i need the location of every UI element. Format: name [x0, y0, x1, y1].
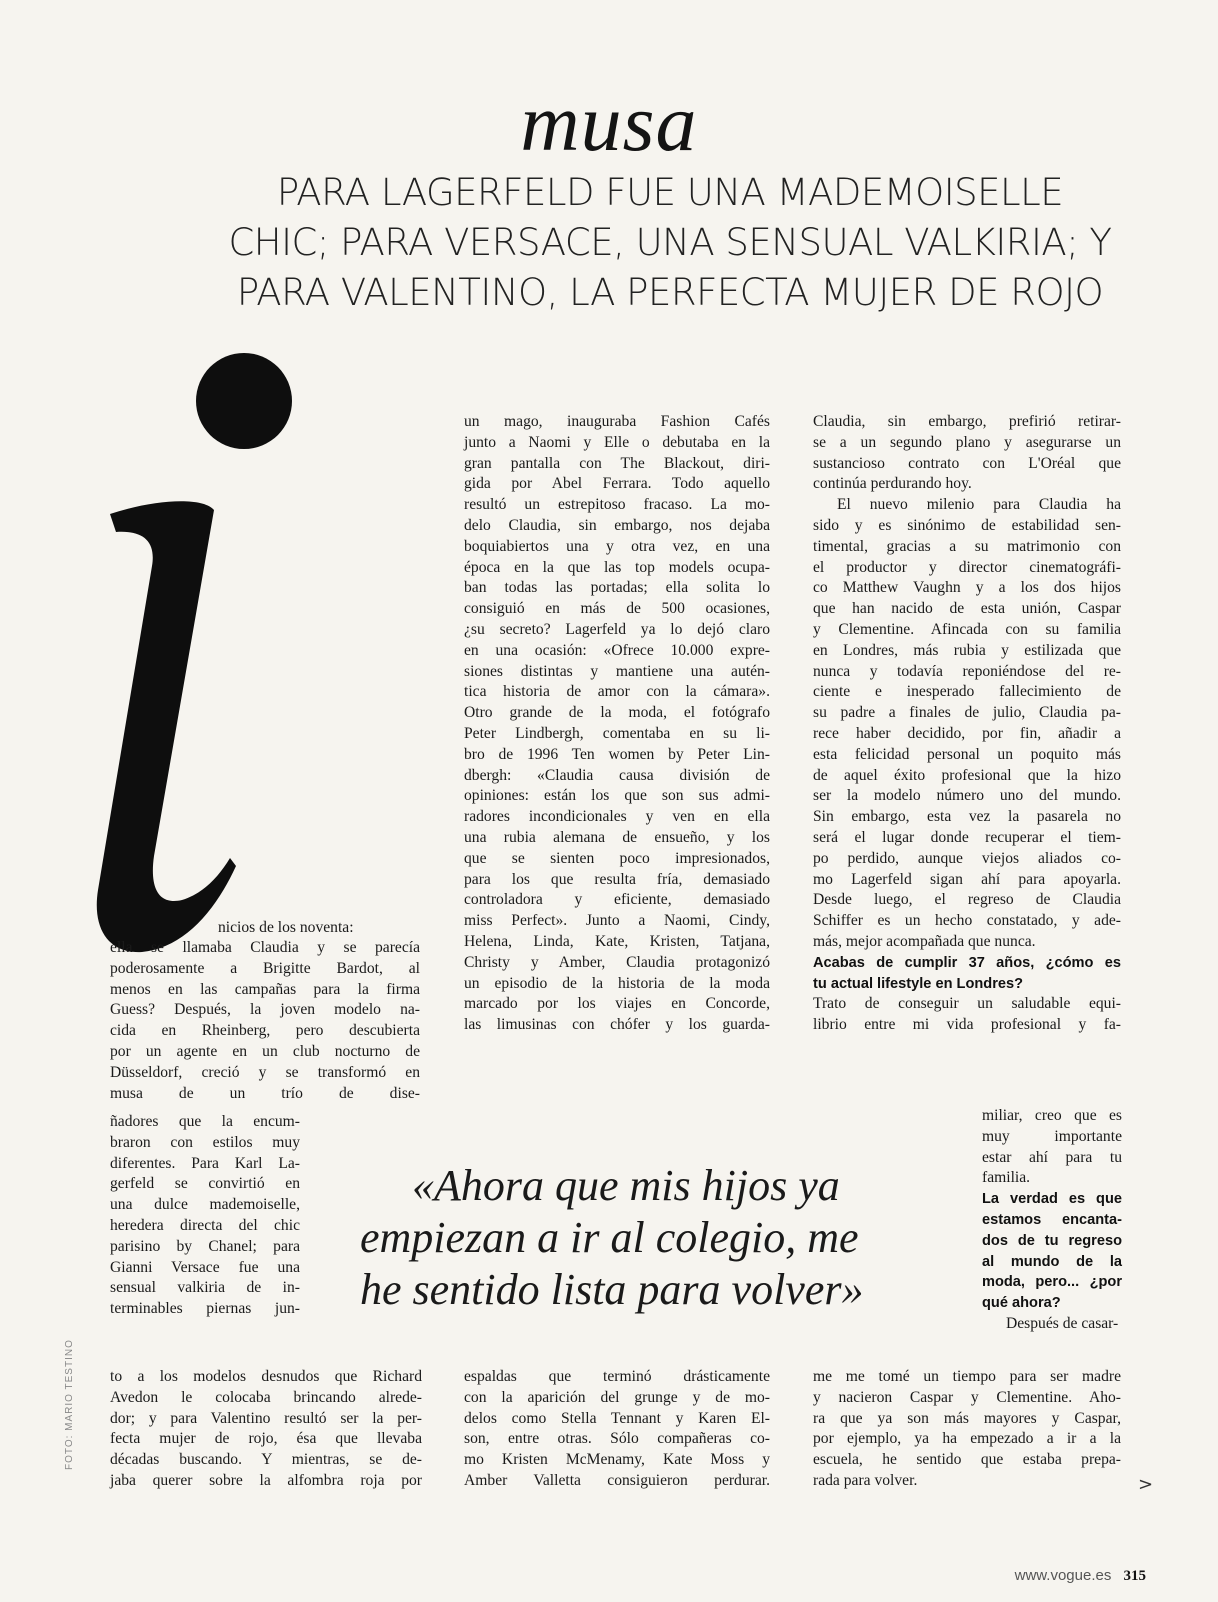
body-line: braron con estilos muy — [110, 1133, 300, 1151]
body-line: marcado por los viajes en Concorde, — [464, 995, 770, 1013]
interview-question: qué ahora? — [982, 1295, 1061, 1312]
body-line: Amber Valletta consiguieron perdurar. — [464, 1471, 770, 1489]
interview-question: Acabas de cumplir 37 años, ¿cómo es — [813, 954, 1121, 971]
footer-url: www.vogue.es — [1014, 1567, 1112, 1584]
column-1-bottom — [110, 1367, 422, 1492]
body-line: musa de un trío de dise- — [110, 1084, 420, 1102]
body-line: nunca y todavía reponiéndose del re- — [813, 662, 1121, 680]
page-number: 315 — [1123, 1568, 1146, 1584]
body-line: escuela, he sentido que estaba prepa- — [813, 1451, 1121, 1469]
body-line: librio entre mi vida profesional y fa- — [813, 1016, 1121, 1034]
body-line: timental, gracias a su matrimonio con — [813, 537, 1121, 555]
body-line: en Londres, más rubia y estilizada que — [813, 641, 1121, 659]
interview-question: al mundo de la — [982, 1253, 1122, 1270]
body-line: con la aparición del grunge y de mo- — [464, 1388, 770, 1406]
body-line: por ejemplo, ya ha empezado a ir a la — [813, 1430, 1121, 1448]
body-line: Gianni Versace fue una — [110, 1258, 300, 1276]
body-line: controladora y eficiente, demasiado — [464, 891, 770, 909]
article-deck — [210, 168, 1130, 318]
pull-quote — [360, 1160, 950, 1316]
body-line: parisino by Chanel; para — [110, 1237, 300, 1255]
body-line: de aquel éxito profesional que la hizo — [813, 766, 1121, 784]
body-line: sustancioso contrato con L'Oréal que — [813, 454, 1121, 472]
column-2-bottom — [464, 1367, 770, 1492]
section-kicker: musa — [520, 77, 698, 168]
deck-line: PARA LAGERFELD FUE UNA MADEMOISELLE — [276, 171, 1064, 214]
body-line: ban todas las portadas; ella solita lo — [464, 579, 770, 597]
body-line: Schiffer es un hecho constatado, y ade- — [813, 912, 1121, 930]
body-line: Después de casar- — [1006, 1314, 1119, 1332]
interview-question: tu actual lifestyle en Londres? — [813, 975, 1024, 992]
body-line: Christy y Amber, Claudia protagonizó — [464, 953, 770, 971]
body-line: Avedon le colocaba brincando alrede- — [110, 1388, 422, 1406]
body-line: ciente e inesperado fallecimiento de — [813, 683, 1121, 701]
body-line: ñadores que la encum- — [110, 1113, 300, 1130]
column-1-narrow — [110, 1112, 300, 1320]
body-line: una dulce mademoiselle, — [110, 1196, 300, 1214]
body-line: se a un segundo plano y asegurarse un — [813, 433, 1121, 451]
body-line: mo Lagerfeld sigan ahí para apoyarla. — [813, 870, 1121, 888]
pull-quote-line: he sentido lista para volver» — [360, 1265, 864, 1314]
body-line: tica historia de amor con la cámara». — [464, 683, 770, 701]
body-line: gerfeld se convirtió en — [110, 1175, 300, 1193]
deck-line: CHIC; PARA VERSACE, UNA SENSUAL VALKIRIA; Y — [228, 221, 1112, 264]
column-1-lead — [218, 918, 418, 939]
body-line: ra que ya son más mayores y Caspar, — [813, 1409, 1121, 1427]
body-line: miss Perfect». Junto a Naomi, Cindy, — [464, 912, 770, 930]
body-line: más, mejor acompañada que nunca. — [813, 932, 1036, 950]
body-line: muy importante — [982, 1127, 1122, 1145]
interview-question: La verdad es que — [982, 1191, 1122, 1208]
column-3-narrow — [982, 1106, 1122, 1335]
body-line: espaldas que terminó drásticamente — [464, 1368, 770, 1385]
body-line: junto a Naomi y Elle o debutaba en la — [464, 433, 770, 451]
photo-credit: FOTO: MARIO TESTINO — [64, 1339, 75, 1470]
column-2-body — [464, 412, 770, 1036]
body-line: diferentes. Para Karl La- — [110, 1154, 300, 1172]
body-line: Claudia, sin embargo, prefirió retirar- — [813, 413, 1121, 430]
body-line: opiniones: están los que son sus admi- — [464, 787, 770, 805]
body-line: que se sienten poco impresionados, — [464, 849, 770, 867]
body-line: gida por Abel Ferrara. Todo aquello — [464, 475, 770, 493]
body-line: Trato de conseguir un saludable equi- — [813, 995, 1121, 1013]
body-line: gran pantalla con The Blackout, diri- — [464, 454, 770, 472]
body-line: boquiabiertos una y otra vez, en una — [464, 537, 770, 555]
column-1-body — [110, 938, 420, 1104]
continue-arrow-icon: > — [1138, 1474, 1154, 1495]
body-line: y Clementine. Afincada con su familia — [813, 620, 1121, 638]
body-line: menos en las campañas para la firma — [110, 980, 420, 998]
dropcap-dot — [196, 353, 292, 449]
body-line: Desde luego, el regreso de Claudia — [813, 891, 1121, 909]
body-line: un mago, inauguraba Fashion Cafés — [464, 413, 770, 430]
column-3-body — [813, 412, 1121, 1036]
column-3-bottom — [813, 1367, 1121, 1492]
interview-question: dos de tu regreso — [982, 1232, 1122, 1249]
body-line: son, entre otras. Sólo compañeras co- — [464, 1430, 770, 1448]
body-line: siones distintas y mantiene una autén- — [464, 662, 770, 680]
body-line: jaba querer sobre la alfombra roja por — [110, 1471, 422, 1489]
body-line: el productor y director cinematográfi- — [813, 558, 1121, 576]
body-line: Otro grande de la moda, el fotógrafo — [464, 704, 770, 722]
body-line: sido y es sinónimo de estabilidad sen- — [813, 516, 1121, 534]
body-line: ella se llamaba Claudia y se parecía — [110, 939, 420, 956]
body-line: radores incondicionales y ven en ella — [464, 808, 770, 826]
body-line: un episodio de la historia de la moda — [464, 974, 770, 992]
body-line: bro de 1996 Ten women by Peter Lin- — [464, 745, 770, 763]
body-line: ser la modelo número uno del mundo. — [813, 787, 1121, 805]
body-line: continúa perdurando hoy. — [813, 475, 972, 493]
page-footer — [1015, 1567, 1146, 1585]
body-line: para los que resulta fría, demasiado — [464, 870, 770, 888]
dropcap-i-stem — [90, 496, 240, 956]
body-line: miliar, creo que es — [982, 1107, 1122, 1124]
body-line: por un agente en un club nocturno de — [110, 1042, 420, 1060]
body-line: ¿su secreto? Lagerfeld ya lo dejó claro — [464, 620, 770, 638]
body-line: en una ocasión: «Ofrece 10.000 expre- — [464, 641, 770, 659]
body-line: Peter Lindbergh, comentaba en su li- — [464, 724, 770, 742]
body-line: época en la que las top models ocupa- — [464, 558, 770, 576]
body-line: cida en Rheinberg, pero descubierta — [110, 1022, 420, 1040]
body-line: rada para volver. — [813, 1471, 918, 1489]
body-line: una rubia alemana de ensueño, y los — [464, 828, 770, 846]
body-line: rece haber decidido, por fin, añadir a — [813, 724, 1121, 742]
body-line: estar ahí para tu — [982, 1148, 1122, 1166]
body-line: nicios de los noventa: — [218, 919, 354, 936]
body-line: heredera directa del chic — [110, 1216, 300, 1234]
pull-quote-line: «Ahora que mis hijos ya — [412, 1161, 840, 1210]
body-line: resultó un estrepitoso fracaso. La mo- — [464, 496, 770, 514]
body-line: consiguió en más de 500 ocasiones, — [464, 600, 770, 618]
body-line: sensual valkiria de in- — [110, 1279, 300, 1297]
body-line: será el lugar donde recuperar el tiem- — [813, 828, 1121, 846]
body-line: Düsseldorf, creció y se transformó en — [110, 1063, 420, 1081]
body-line: poderosamente a Brigitte Bardot, al — [110, 959, 420, 977]
deck-line: PARA VALENTINO, LA PERFECTA MUJER DE ROJO — [236, 271, 1104, 314]
body-line: delos como Stella Tennant y Karen El- — [464, 1409, 770, 1427]
body-line: Guess? Después, la joven modelo na- — [110, 1001, 420, 1019]
body-line: Sin embargo, esta vez la pasarela no — [813, 808, 1121, 826]
body-line: delo Claudia, sin embargo, nos dejaba — [464, 516, 770, 534]
body-line: me me tomé un tiempo para ser madre — [813, 1368, 1121, 1385]
body-line: fecta mujer de rojo, ésa que llevaba — [110, 1430, 422, 1448]
body-line: que han nacido de esta unión, Caspar — [813, 600, 1121, 618]
body-line: terminables piernas jun- — [110, 1300, 300, 1318]
body-line: su padre a finales de julio, Claudia pa- — [813, 704, 1121, 722]
body-line: co Matthew Vaughn y a los dos hijos — [813, 579, 1121, 597]
body-line: y nacieron Caspar y Clementine. Aho- — [813, 1388, 1121, 1406]
interview-question: moda, pero... ¿por — [982, 1274, 1122, 1291]
body-line: esta felicidad personal un poquito más — [813, 745, 1121, 763]
body-line: familia. — [982, 1169, 1031, 1187]
interview-question: estamos encanta- — [982, 1211, 1122, 1228]
body-line: décadas buscando. Y mientras, se de- — [110, 1451, 422, 1469]
body-line: to a los modelos desnudos que Richard — [110, 1368, 422, 1385]
body-line: dor; y para Valentino resultó ser la per- — [110, 1409, 422, 1427]
body-line: po perdido, aunque viejos aliados co- — [813, 849, 1121, 867]
body-line: mo Kristen McMenamy, Kate Moss y — [464, 1451, 770, 1469]
body-line: las limusinas con chófer y los guarda- — [464, 1016, 770, 1034]
pull-quote-line: empiezan a ir al colegio, me — [360, 1213, 859, 1262]
body-line: Helena, Linda, Kate, Kristen, Tatjana, — [464, 932, 770, 950]
body-line: El nuevo milenio para Claudia ha — [837, 496, 1121, 514]
body-line: dbergh: «Claudia causa división de — [464, 766, 770, 784]
